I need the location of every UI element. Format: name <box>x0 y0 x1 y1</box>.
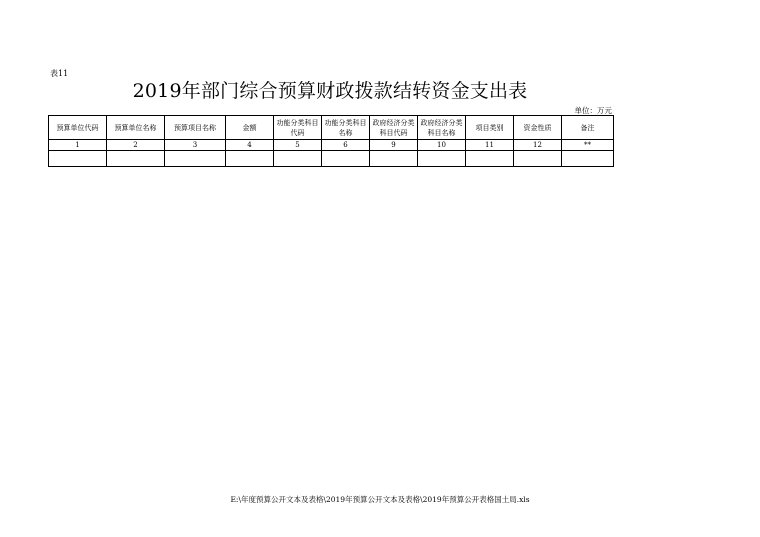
table-cell <box>165 151 226 167</box>
table-cell <box>418 151 466 167</box>
unit-label: 单位：万元 <box>574 106 612 115</box>
header-cell: 预算项目名称 <box>165 116 226 140</box>
header-cell: 政府经济分类科目代码 <box>370 116 418 140</box>
table-cell <box>107 151 165 167</box>
header-cell: 政府经济分类科目名称 <box>418 116 466 140</box>
header-cell: 预算单位代码 <box>49 116 107 140</box>
index-cell: ** <box>562 140 614 151</box>
index-cell: 2 <box>107 140 165 151</box>
header-cell: 金额 <box>226 116 274 140</box>
table-row <box>49 151 614 167</box>
column-index-row <box>49 140 614 151</box>
index-cell: 6 <box>322 140 370 151</box>
table-cell <box>562 151 614 167</box>
table-number-label: 表11 <box>50 69 69 78</box>
budget-table <box>48 115 614 167</box>
index-cell: 3 <box>165 140 226 151</box>
table-cell <box>514 151 562 167</box>
index-cell: 4 <box>226 140 274 151</box>
table-cell <box>226 151 274 167</box>
table-cell <box>322 151 370 167</box>
header-cell: 预算单位名称 <box>107 116 165 140</box>
index-cell: 12 <box>514 140 562 151</box>
table-cell <box>274 151 322 167</box>
file-path-footer: E:\年度预算公开文本及表格\2019年预算公开文本及表格\2019年预算公开表格国土局.xls <box>230 495 530 504</box>
header-cell: 功能分类科目代码 <box>274 116 322 140</box>
index-cell: 1 <box>49 140 107 151</box>
table-cell <box>466 151 514 167</box>
index-cell: 5 <box>274 140 322 151</box>
table-cell <box>370 151 418 167</box>
index-cell: 9 <box>370 140 418 151</box>
index-cell: 10 <box>418 140 466 151</box>
header-cell: 备注 <box>562 116 614 140</box>
header-cell: 资金性质 <box>514 116 562 140</box>
header-cell: 功能分类科目名称 <box>322 116 370 140</box>
table-cell <box>49 151 107 167</box>
table-header-row <box>49 116 614 140</box>
index-cell: 11 <box>466 140 514 151</box>
page-title: 2019年部门综合预算财政拨款结转资金支出表 <box>132 80 528 102</box>
header-cell: 项目类别 <box>466 116 514 140</box>
